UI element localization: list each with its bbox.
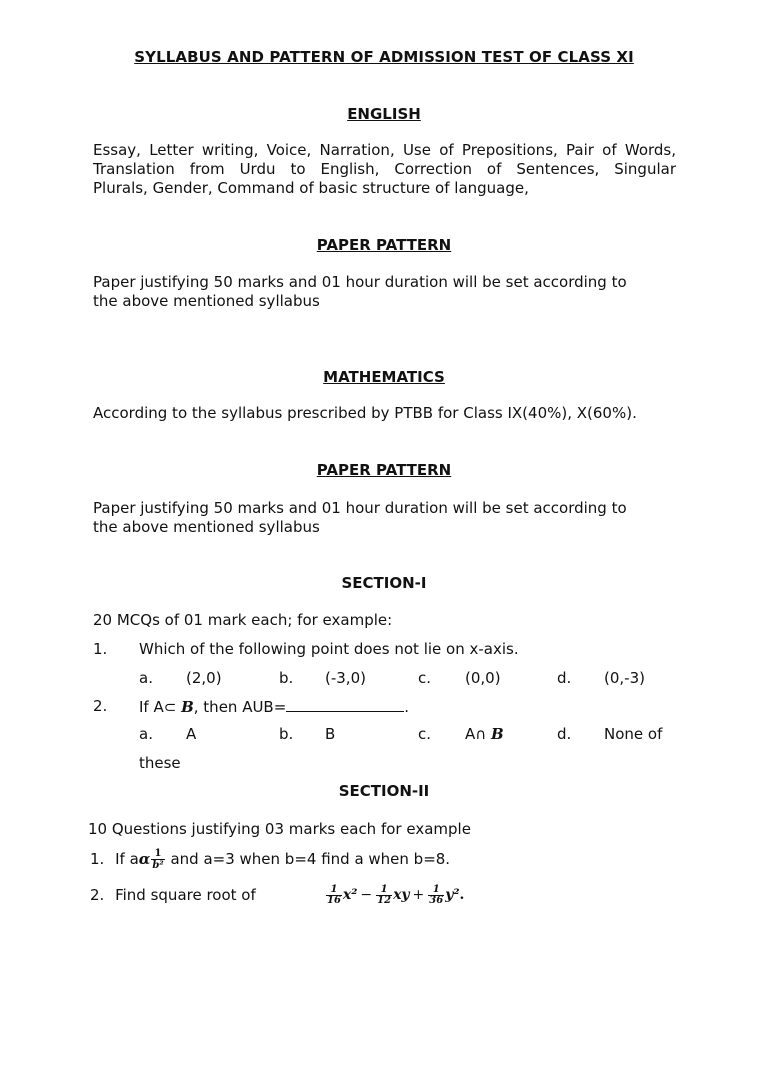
mcq-2-option-d-value: None of [604, 725, 663, 743]
s2-q2-term3-den: 36 [429, 894, 444, 906]
mathematics-paper-pattern [93, 499, 676, 537]
english-heading: ENGLISH [347, 105, 421, 123]
section-2-intro: 10 Questions justifying 03 marks each for example [88, 820, 471, 838]
english-syllabus-line-3: Plurals, Gender, Command of basic structure of language, [93, 179, 529, 197]
mcq-2-option-d-wrap: these [139, 754, 181, 772]
mcq-1-options [0, 669, 768, 689]
mcq-2-text-suffix: , then AUB= [193, 698, 287, 716]
s2-q2-term2-frac [376, 885, 392, 906]
s2-q1-prefix: If a [115, 850, 139, 868]
mcq-1-option-b-letter: b. [279, 669, 294, 687]
section-2-question-1 [90, 844, 450, 874]
s2-q2-expression [325, 880, 464, 910]
s2-q2-end: . [459, 887, 465, 903]
mcq-1-text: Which of the following point does not lie on x-axis. [139, 640, 519, 658]
mcq-2-text-prefix: If A⊂ [139, 698, 182, 716]
s2-q2-term2-num: 1 [376, 885, 392, 896]
mcq-1-option-a-letter: a. [139, 669, 153, 687]
s2-q1-frac-num: 1 [151, 848, 164, 860]
mcq-2-text [139, 697, 409, 716]
english-syllabus-line-1: Essay, Letter writing, Voice, Narration, Use of Prepositions, Pair of Words, [93, 141, 676, 159]
mcq-1-option-d-value: (0,-3) [604, 669, 645, 687]
mathematics-paper-pattern-line-1: Paper justifying 50 marks and 01 hour duration will be set according to [93, 499, 627, 517]
s2-q2-op2: + [412, 887, 425, 903]
english-paper-pattern-line-1: Paper justifying 50 marks and 01 hour duration will be set according to [93, 273, 627, 291]
section-1-heading: SECTION-I [341, 574, 427, 592]
mcq-2-option-d-letter: d. [557, 725, 572, 743]
section-2-question-2 [90, 880, 256, 910]
mcq-2-option-c-value [465, 725, 504, 743]
mcq-2-option-a-value: A [186, 725, 197, 743]
s2-q1-alpha: α [138, 850, 151, 868]
mcq-1-option-a-value: (2,0) [186, 669, 222, 687]
mcq-question-1 [0, 640, 768, 660]
english-paper-pattern-line-2: the above mentioned syllabus [93, 292, 320, 310]
s2-q2-term2-var: xy [393, 887, 410, 903]
mcq-1-number: 1. [93, 640, 108, 658]
english-syllabus [93, 141, 676, 198]
s2-q2-text: Find square root of [115, 886, 256, 904]
s2-q2-term3-var: y² [445, 887, 460, 903]
mcq-2-option-b-value: B [325, 725, 336, 743]
mathematics-paper-pattern-heading: PAPER PATTERN [316, 461, 452, 479]
mcq-2-answer-blank [286, 697, 404, 712]
mcq-question-2 [0, 697, 768, 717]
mcq-2-option-c-text: A∩ [465, 725, 492, 743]
english-syllabus-line-2: Translation from Urdu to English, Correction of Sentences, Singular [93, 160, 676, 178]
section-2-heading: SECTION-II [338, 782, 430, 800]
mcq-2-set-b: B [181, 698, 194, 716]
mcq-1-option-b-value: (-3,0) [325, 669, 366, 687]
mcq-2-options [0, 725, 768, 745]
s2-q2-op1: − [360, 887, 373, 903]
mcq-1-option-c-letter: c. [418, 669, 432, 687]
english-paper-pattern-heading: PAPER PATTERN [316, 236, 452, 254]
s2-q2-term1-frac [326, 885, 342, 906]
s2-q2-term3-frac [428, 885, 444, 906]
mathematics-paper-pattern-line-2: the above mentioned syllabus [93, 518, 320, 536]
s2-q1-frac-den: b² [152, 860, 164, 871]
mcq-2-text-end: . [404, 698, 410, 716]
english-paper-pattern [93, 273, 676, 311]
s2-q2-term2-den: 12 [377, 894, 392, 906]
s2-q2-term1-den: 16 [327, 894, 341, 906]
s2-q2-term1-num: 1 [326, 885, 342, 896]
mcq-2-option-b-letter: b. [279, 725, 294, 743]
mcq-2-number: 2. [93, 697, 108, 715]
s2-q2-number: 2. [90, 886, 105, 904]
s2-q2-term3-num: 1 [428, 885, 444, 896]
s2-q1-suffix: and a=3 when b=4 find a when b=8. [165, 850, 451, 868]
s2-q1-number: 1. [90, 850, 105, 868]
document-title: SYLLABUS AND PATTERN OF ADMISSION TEST OF CLASS XI [134, 48, 634, 66]
mathematics-heading: MATHEMATICS [323, 368, 445, 386]
s2-q2-term1-var: x² [342, 887, 358, 903]
mcq-1-option-c-value: (0,0) [465, 669, 501, 687]
mcq-2-option-a-letter: a. [139, 725, 153, 743]
mcq-2-option-c-set-b: B [491, 725, 504, 743]
mcq-2-option-c-letter: c. [418, 725, 432, 743]
mcq-1-option-d-letter: d. [557, 669, 572, 687]
section-1-intro: 20 MCQs of 01 mark each; for example: [93, 611, 393, 629]
mathematics-syllabus: According to the syllabus prescribed by PTBB for Class IX(40%), X(60%). [93, 404, 637, 422]
s2-q1-fraction [151, 848, 164, 871]
